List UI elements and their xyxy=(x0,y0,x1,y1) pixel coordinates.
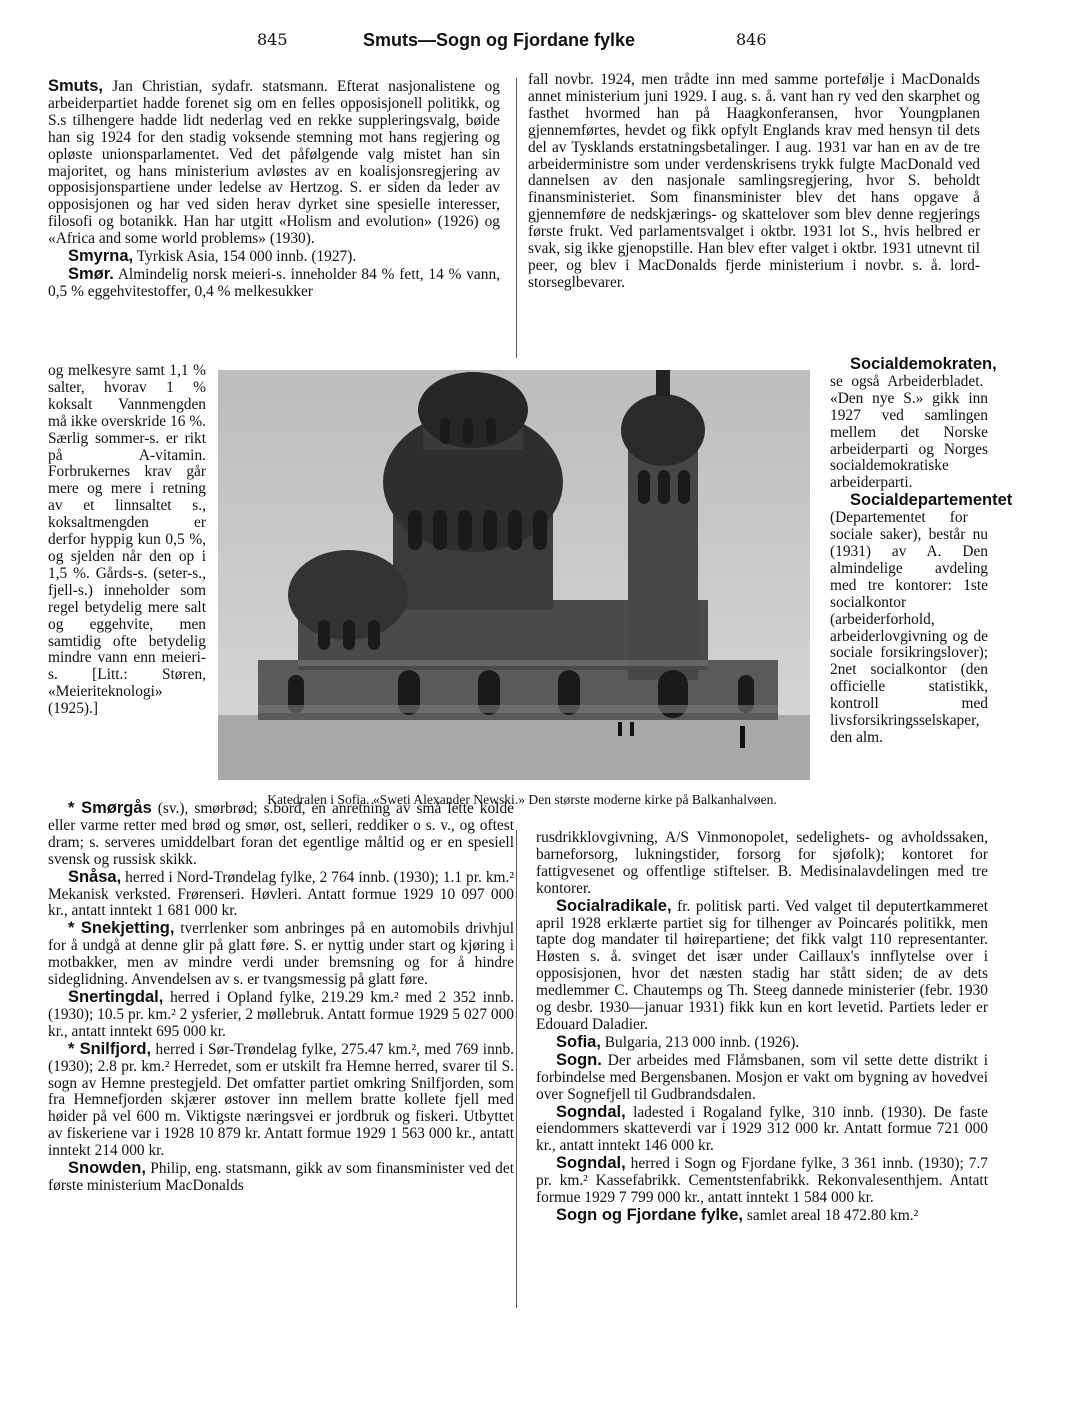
entry-sogndal-herred xyxy=(536,1155,988,1207)
entry-text: ladested i Rogaland fylke, 310 innb. (1930). De faste eiendommers skatteverdi var i 1929 312 000 kr. Antatt formue 721 000 kr., antatt inntekt 146 000 kr. xyxy=(536,1103,988,1155)
entry-smorgas xyxy=(48,800,514,869)
entry-text: Philip, eng. statsmann, gikk av som finansminister ved det første ministerium MacDonalds xyxy=(48,1160,514,1194)
headword: Smyrna, xyxy=(68,247,134,266)
headword: Socialdemokraten, xyxy=(850,355,997,373)
entry-text: Almindelig norsk meieri-s. inneholder 84 % fett, 14 % vann, 0,5 % eggehvitestoffer, 0,4 % melkesukker xyxy=(48,265,500,300)
entry-text: Der arbeides med Flåmsbanen, som vil sette dette distrikt i forbindelse med Bergensbanen. Mosjon er vakt om bygning av hovedvei over Sognefjell til Gudbrandsdalen. xyxy=(536,1051,988,1103)
entry-text: herred i Sogn og Fjordane fylke, 3 361 innb. (1930); 7.7 pr. km.² Kassefabrikk. Cementstenfabrikk. Rekonvalesenthjem. Antatt formue 1929 7 799 000 kr., antatt inntekt 1 584 000 kr. xyxy=(536,1155,988,1207)
headword: Sogn. xyxy=(556,1050,602,1069)
photo-caption: Katedralen i Sofia. «Sweti Alexander Newski.» Den største moderne kirke på Balkanhalvøen. xyxy=(267,792,777,807)
entry-text: Jan Christian, sydafr. statsmann. Efterat nasjonalistene og arbeiderpartiet hadde forenet sig om en felles opposisjonell politikk, og S.s tilhengere hadde lidt nederlag ved en rekke suppleringsvalg, bøide han sig 1924 for den stadig voksende stemning mot hans regjering og opløste unionsparlamentet. Ved det påfølgende valg mistet han sin majoritet, og hans ministerium avløstes av en koalisjonsregjering av opposisjonspartiene under ledelse av Hertzog. S. er siden da leder av opposisjonen og har ved siden herav dyrket sine spesielle interesser, filosofi og botanikk. Han har utgitt «Holism and evolution» (1926) og «Africa and some world problems» (1930). xyxy=(48,78,500,248)
headword: Sogndal, xyxy=(556,1102,626,1121)
entry-snasa xyxy=(48,869,514,921)
left-column-top xyxy=(48,78,500,301)
headword: Socialdepartementet xyxy=(850,491,1013,510)
headword: Smør. xyxy=(68,264,114,283)
left-narrow-column xyxy=(48,363,206,718)
entry-text: herred i Sør-Trøndelag fylke, 275.47 km.², med 769 innb. (1930); 2.8 pr. km.² Herredet, som er utskilt fra Hemne herred, svarer til S. sogn av Hemne prestegjeld. Det omfatter partiet omkring Snilfjorden, som fra Hemnefjorden skjærer østover inn mellem bratte kollete fjell med høider på vel 600 m. Viktigste næringsvei er jordbruk og fiskeri. Utbyttet av fiskeriene var i 1928 10 879 kr. Antatt formue 1929 1 563 000 kr., antatt inntekt 214 000 kr. xyxy=(48,1040,514,1160)
entry-text: (Departementet for sociale saker), består nu (1931) av A. Den almindelige avdeling med tre kontorer: 1ste socialkontor (arbeiderforhold, arbeiderlovgivning og de sociale forsikringslover); 2net socialkontor (den officielle statistikk, kontroll med livsforsikringsselskaper, den alm. xyxy=(830,509,988,746)
entry-text: herred i Opland fylke, 219.29 km.² med 2 352 innb. (1930); 10.5 pr. km.² 2 ysferier, 2 møllebruk. Antatt formue 1929 5 027 000 kr., antatt inntekt 695 000 kr. xyxy=(48,988,514,1040)
headword: Snåsa, xyxy=(68,867,122,886)
headword: Sogndal, xyxy=(556,1154,626,1173)
entry-snekjetting xyxy=(48,920,514,989)
entry-snertingdal xyxy=(48,989,514,1041)
entry-sofia xyxy=(536,1034,988,1052)
cathedral-illustration xyxy=(218,370,810,780)
entry-smuts xyxy=(48,78,500,248)
entry-sogndal-ladested xyxy=(536,1104,988,1156)
entry-sogn-og-fjordane xyxy=(536,1207,988,1225)
page-number-right: 846 xyxy=(736,30,767,49)
entry-text: samlet areal 18 472.80 km.² xyxy=(743,1206,919,1224)
column-rule-bottom xyxy=(516,830,517,1308)
headword: Sogn og Fjordane fylke, xyxy=(556,1205,744,1224)
entry-text: tverrlenker som anbringes på en automobils drivhjul for å undgå at denne glir på glatt føre. S. er nyttig under start og kjøring i motbakker, men av mindre verdi under bremsning og for å hindre sideglidning. Anvendelsen av s. er tvangsmessig på glatt føre. xyxy=(48,920,514,989)
entry-socialradikale xyxy=(536,898,988,1034)
entry-snowden xyxy=(48,1160,514,1195)
entry-snowden-continued: fall novbr. 1924, men trådte inn med samme portefølje i MacDonalds annet ministerium juni 1929. I aug. s. å. vant han ry ved den skarphet og fasthet hvormed han på Haagkonferansen, hvor Youngplanen gjennemførtes, hevdet og fikk opfylt Englands krav med hensyn til dets del av Tysklands erstatningsbetalinger. I aug. 1931 var han en av de tre arbeiderministre som under verdenskrisens trykk fulgte MacDonald ved dannelsen av den nasjonale samlingsregjering, hvor S. beholdt finansministeriet. Som finansminister blev det hans opgave å gjennemføre de nedskjærings- og skattelover som blev denne regjerings første frukt. Ved parlamentsvalget i oktbr. 1931 lot S., hvis helbred er svak, sig ikke gjenopstille. Han blev efter valget i oktbr. 1931 utnevnt til peer, og blev i MacDonalds fjerde ministerium i novbr. s. å. lord-storseglbevarer. xyxy=(528,71,980,291)
headword: * Snekjetting, xyxy=(68,919,175,938)
cathedral-photo xyxy=(218,370,810,780)
entry-socialdepartementet-continued xyxy=(536,830,988,898)
headword: Sofia, xyxy=(556,1032,601,1051)
entry-text: Bulgaria, 213 000 innb. (1926). xyxy=(600,1033,800,1051)
entry-text: fr. politisk parti. Ved valget til deputertkammeret april 1928 erklærte partiet sig for tilhenger av Poincarés politikk, men tapte dog mandater til høirepartiene; det fikk valgt 110 representanter. Høsten s. å. svinget det især under Caillaux's innflytelse over i opposisjonen, hvor det næsten stadig har stått siden; de av dets medlemmer C. Chautemps og Th. Steeg dannede ministerier (febr. 1930 og desbr. 1930—januar 1931) fikk kun en kort levetid. Partiets leder er Edouard Daladier. xyxy=(536,897,988,1033)
running-title: Smuts—Sogn og Fjordane fylke xyxy=(363,30,636,50)
right-narrow-column xyxy=(830,355,1013,747)
entry-text: Tyrkisk Asia, 154 000 innb. (1927). xyxy=(133,248,357,266)
page-number-left: 845 xyxy=(257,30,288,49)
headword: Smuts, xyxy=(48,77,104,95)
right-column-top xyxy=(528,72,980,292)
left-column-bottom xyxy=(48,800,514,1195)
headword: * Smørgås xyxy=(68,799,152,817)
entry-socialdepartementet xyxy=(830,491,1013,747)
column-rule-top xyxy=(516,78,517,358)
entry-socialdemokraten xyxy=(830,355,997,492)
entry-text: rusdrikklovgivning, A/S Vinmonopolet, sedelighets- og avholdssaken, barneforsorg, lukningstider, forsorg for sjøfolk); kontoret for fattigvesenet og offentlige stiftelser. B. Medisinalavdelingen med tre kontorer. xyxy=(536,829,988,897)
entry-smyrna xyxy=(48,248,500,266)
entry-text: (sv.), smørbrød; s.bord, en anretning av små lette kolde eller varme retter med brød og smør, ost, selleri, reddiker o s. v., og oftest dram; s. serveres umiddelbart foran det egentlige måltid og er en spesiell svensk og russisk skikk. xyxy=(48,800,514,868)
headword: Snowden, xyxy=(68,1159,146,1178)
entry-text: herred i Nord-Trøndelag fylke, 2 764 innb. (1930); 1.1 pr. km.² Mekanisk verksted. Frørenseri. Høvleri. Antatt formue 1929 10 097 000 kr., antatt inntekt 1 681 000 kr. xyxy=(48,868,514,920)
headword: Snertingdal, xyxy=(68,987,164,1006)
entry-text: se også Arbeiderbladet. «Den nye S.» gikk inn 1927 ved samlingen mellem det Norske arbeiderparti og Norges socialdemokratiske arbeiderparti. xyxy=(830,372,988,492)
entry-smor xyxy=(48,266,500,301)
headword: * Snilfjord, xyxy=(68,1039,152,1058)
entry-snilfjord xyxy=(48,1041,514,1160)
right-column-bottom xyxy=(536,830,988,1225)
headword: Socialradikale, xyxy=(556,896,672,915)
entry-smor-continued: og melkesyre samt 1,1 % salter, hvorav 1 % koksalt Vannmengden må ikke overskride 16 %. Særlig sommer-s. er rikt på A-vitamin. Forbrukernes krav går mere og mere i retning av et linnsaltet s., koksaltmengden er derfor hyppig kun 0,5 %, og sjelden når den op i 1,5 %. Gårds-s. (seter-s., fjell-s.) inneholder som regel betydelig mere salt og eggehvite, men samtidig ofte betydelig mindre vann enn meieri-s. [Litt.: Støren, «Meieriteknologi» (1925).] xyxy=(48,362,206,718)
entry-sogn xyxy=(536,1052,988,1104)
